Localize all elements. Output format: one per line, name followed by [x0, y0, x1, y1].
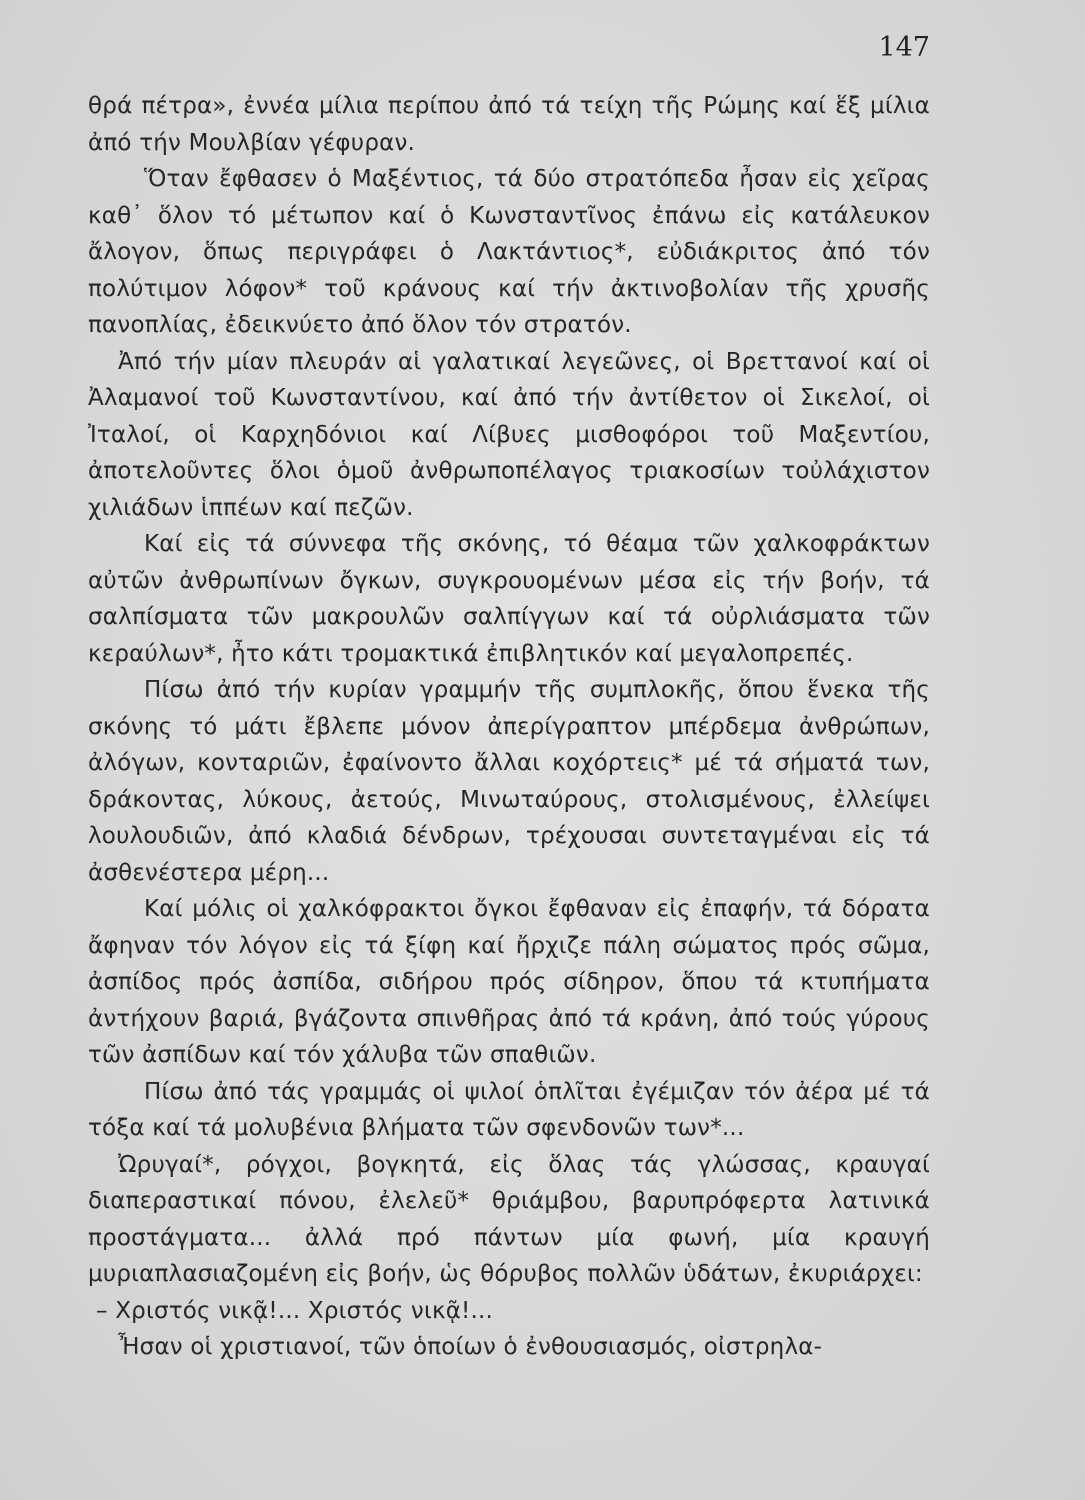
- paragraph: Καί εἰς τά σύννεφα τῆς σκόνης, τό θέαμα τῶν χαλκοφράκτων αὐτῶν ἀνθρωπίνων ὄγκων, συγκρουομένων μέσα εἰς τήν βοήν, τά σαλπίσματα τῶν μακρουλῶν σαλπίγγων καί τά οὐρλιάσματα τῶν κεραύλων*, ἦτο κάτι τρομακτικά ἐπιβλητικόν καί μεγαλοπρεπές.: [88, 531, 930, 667]
- paragraph: Πίσω ἀπό τήν κυρίαν γραμμήν τῆς συμπλοκῆς, ὅπου ἕνεκα τῆς σκόνης τό μάτι ἔβλεπε μόνον ἀπερίγραπτον μπέρδεμα ἀνθρώπων, ἀλόγων, κονταριῶν, ἐφαίνοντο ἄλλαι κοχόρτεις* μέ τά σήματά των, δράκοντας, λύκους, ἀετούς, Μινωταύρους, στολισμένους, ἐλλείψει λουλουδιῶν, ἀπό κλαδιά δένδρων, τρέχουσαι συντεταγμέναι εἰς τά ἀσθενέστερα μέρη...: [88, 677, 930, 886]
- paragraph: Καί μόλις οἱ χαλκόφρακτοι ὄγκοι ἔφθαναν εἰς ἐπαφήν, τά δόρατα ἄφηναν τόν λόγον εἰς τά ξίφη καί ἤρχιζε πάλη σώματος πρός σῶμα, ἀσπίδος πρός ἀσπίδα, σιδήρου πρός σίδηρον, ὅπου τά κτυπήματα ἀντήχουν βαριά, βγάζοντα σπινθῆρας ἀπό τά κράνη, ἀπό τούς γύρους τῶν ἀσπίδων καί τόν χάλυβα τῶν σπαθιῶν.: [88, 896, 930, 1068]
- dialogue-line: – Χριστός νικᾷ!... Χριστός νικᾷ!...: [96, 1297, 494, 1324]
- paragraph: Ὅταν ἔφθασεν ὁ Μαξέντιος, τά δύο στρατόπεδα ἦσαν εἰς χεῖρας καθ᾽ ὅλον τό μέτωπον καί ὁ Κωνσταντῖνος ἐπάνω εἰς κατάλευκον ἄλογον, ὅπως περιγράφει ὁ Λακτάντιος*, εὐδιάκριτος ἀπό τόν πολύτιμον λόφον* τοῦ κράνους καί τήν ἀκτινοβολίαν τῆς χρυσῆς πανοπλίας, ἐδεικνύετο ἀπό ὅλον τόν στρατόν.: [88, 166, 930, 338]
- paragraph: Ἀπό τήν μίαν πλευράν αἱ γαλατικαί λεγεῶνες, οἱ Βρεττανοί καί οἱ Ἀλαμανοί τοῦ Κωνσταντίνου, καί ἀπό τήν ἀντίθετον οἱ Σικελοί, οἱ Ἰταλοί, οἱ Καρχηδόνιοι καί Λίβυες μισθοφόροι τοῦ Μαξεντίου, ἀποτελοῦντες ὅλοι ὁμοῦ ἀνθρωποπέλαγος τριακοσίων τοὐλάχιστον χιλιάδων ἱππέων καί πεζῶν.: [88, 348, 930, 521]
- body-text: [88, 88, 930, 1366]
- paragraph: Ὠρυγαί*, ρόγχοι, βογκητά, εἰς ὅλας τάς γλώσσας, κραυγαί διαπεραστικαί πόνου, ἐλελεῦ* θριάμβου, βαρυπρόφερτα λατινικά προστάγματα... ἀλλά πρό πάντων μία φωνή, μία κραυγή μυριαπλασιαζομένη εἰς βοήν, ὡς θόρυβος πολλῶν ὑδάτων, ἐκυριάρχει:: [88, 1151, 930, 1287]
- paragraph: θρά πέτρα», ἐννέα μίλια περίπου ἀπό τά τείχη τῆς Ρώμης καί ἕξ μίλια ἀπό τήν Μουλβίαν γέφυραν.: [88, 93, 930, 156]
- page-number: 147: [878, 32, 930, 63]
- paragraph: Πίσω ἀπό τάς γραμμάς οἱ ψιλοί ὁπλῖται ἐγέμιζαν τόν ἀέρα μέ τά τόξα καί τά μολυβένια βλήματα τῶν σφενδονῶν των*...: [88, 1078, 930, 1141]
- paragraph: Ἦσαν οἱ χριστιανοί, τῶν ὁποίων ὁ ἐνθουσιασμός, οἰστρηλα-: [118, 1334, 823, 1360]
